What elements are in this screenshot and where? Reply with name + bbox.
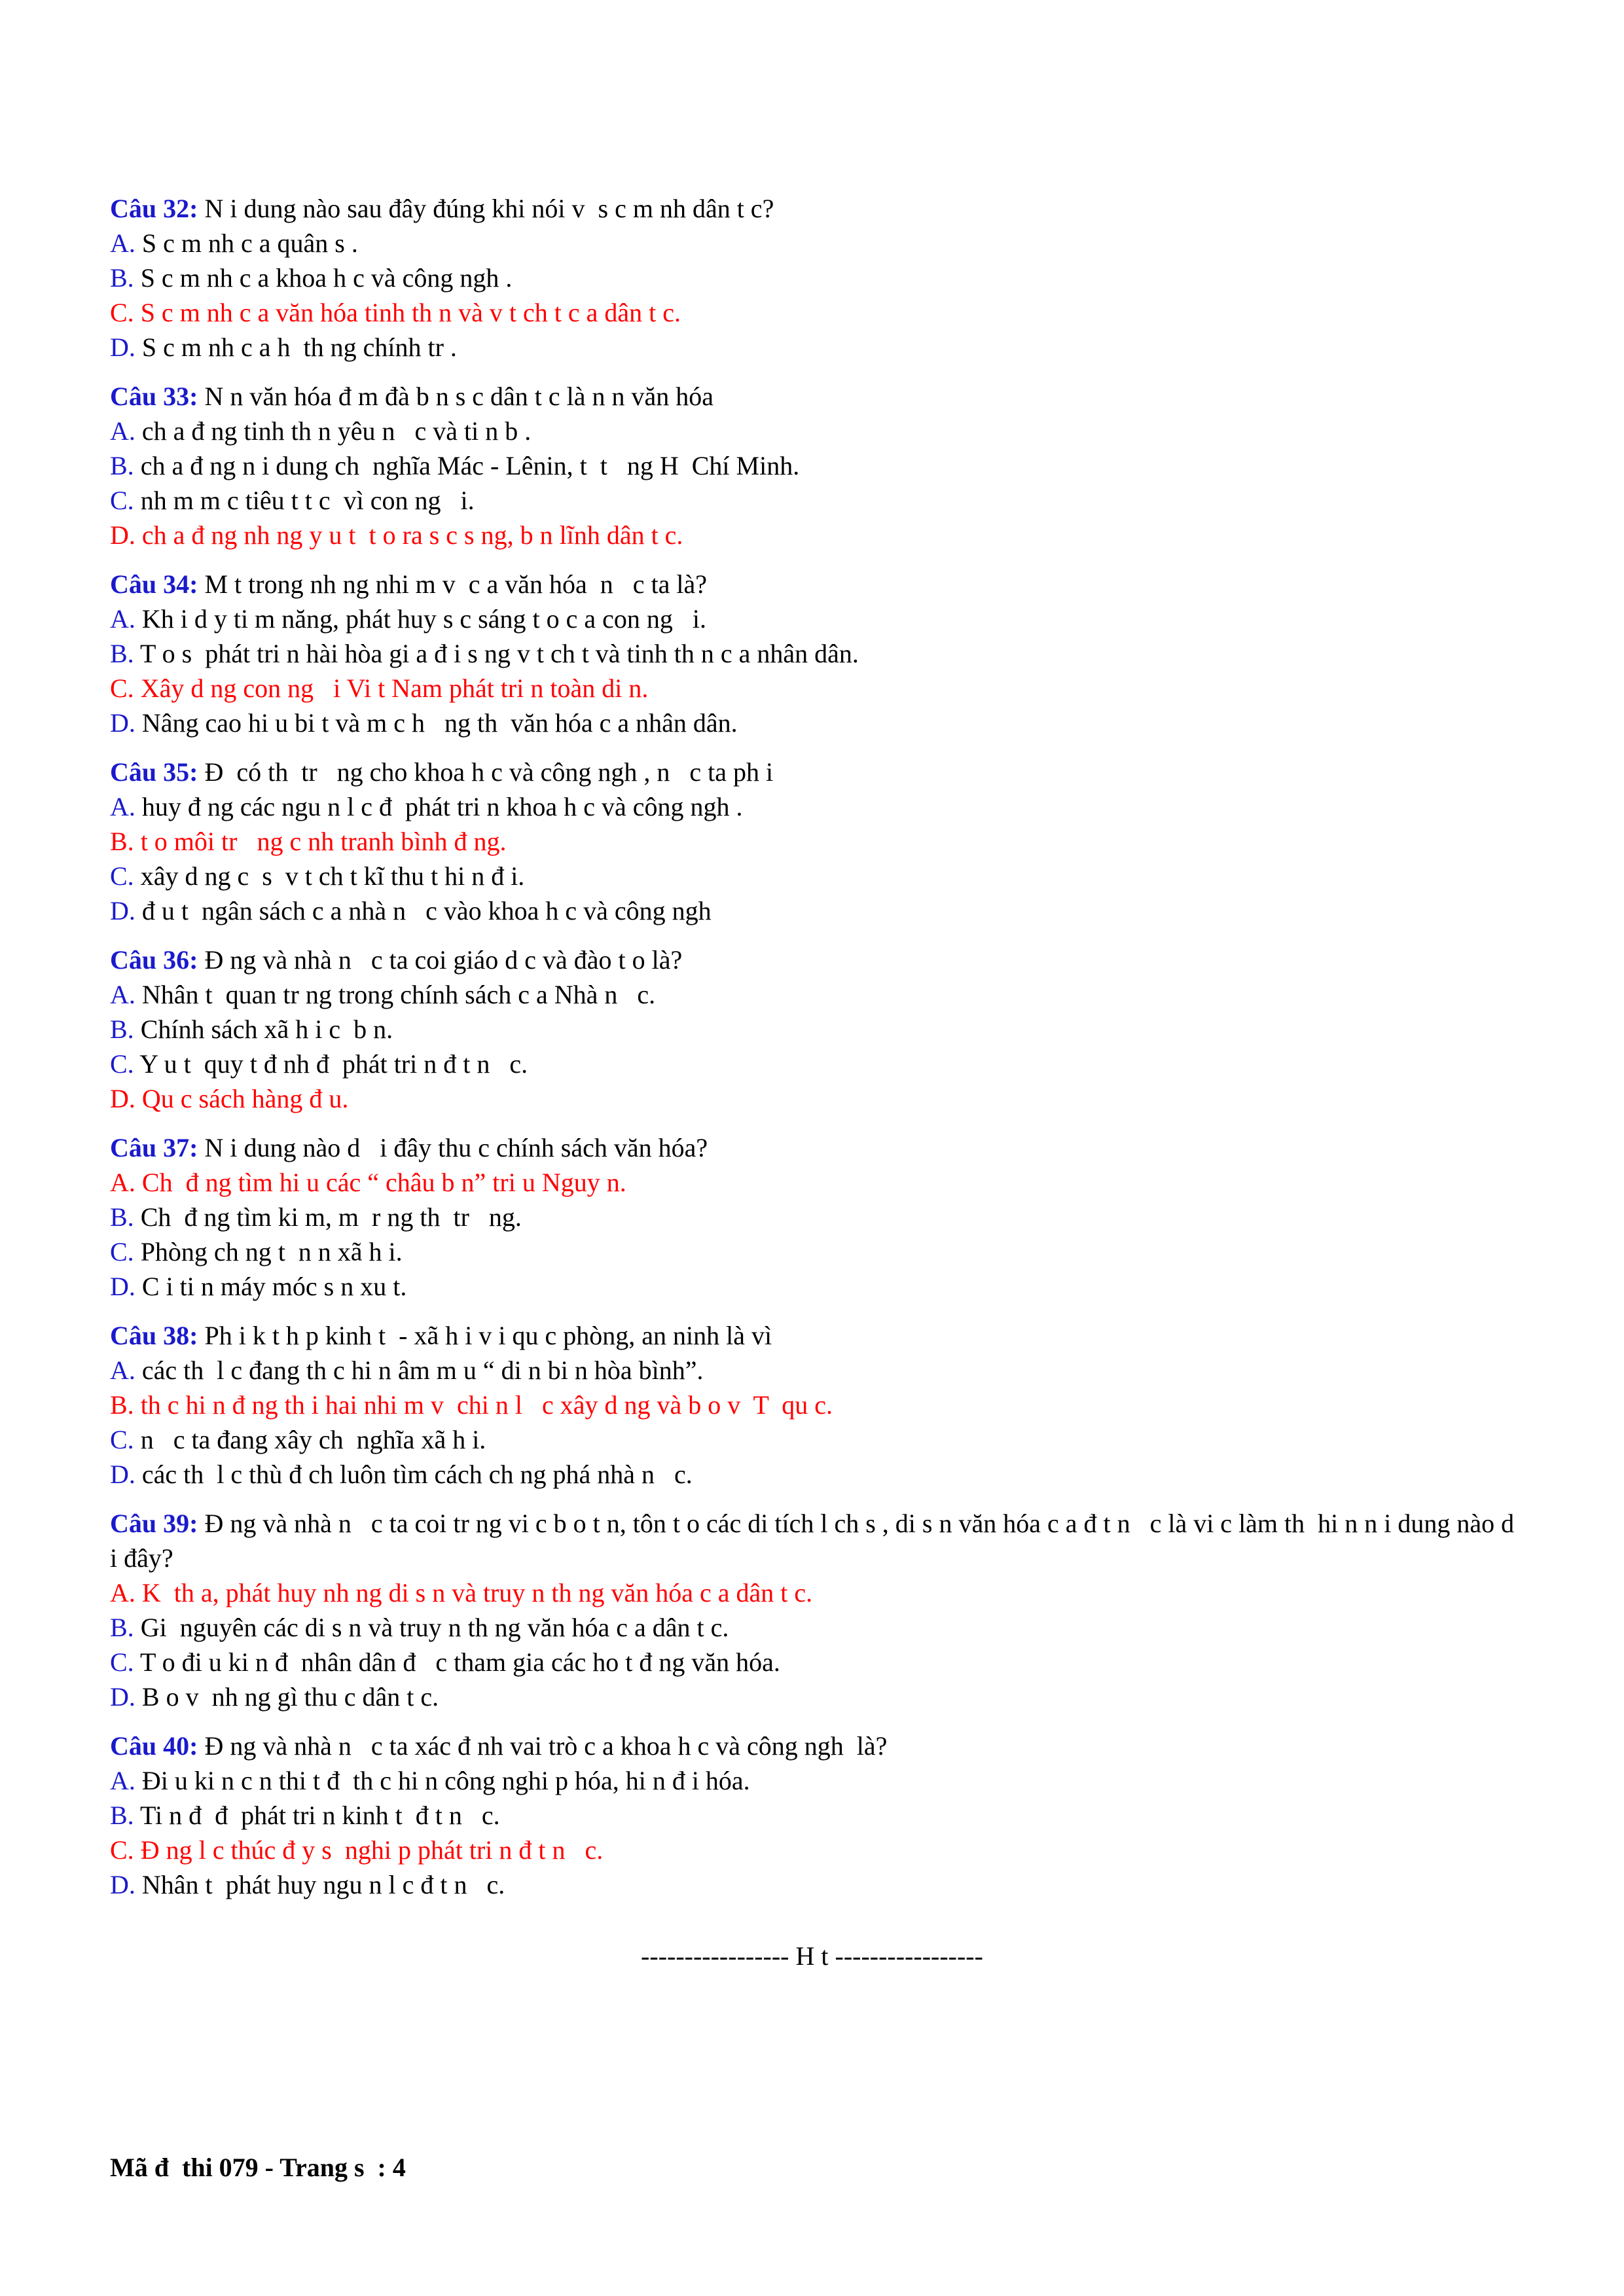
option-text: Y u t quy t đ nh đ phát tri n đ t n c. — [134, 1049, 528, 1079]
question-block — [110, 1130, 1537, 1304]
question-block — [110, 1506, 1537, 1714]
option-text: Nhân t quan tr ng trong chính sách c a Nhà n c. — [135, 980, 656, 1009]
option-letter: B. — [110, 1202, 134, 1232]
option-letter: A. — [110, 1168, 135, 1197]
answer-option — [110, 448, 1537, 483]
answer-option — [110, 330, 1537, 365]
option-text: xây d ng c s v t ch t kĩ thu t hi n đ i. — [134, 861, 525, 891]
option-letter: B. — [110, 451, 134, 480]
option-letter: A. — [110, 228, 135, 258]
option-text: Đi u ki n c n thi t đ th c hi n công nghi p hóa, hi n đ i hóa. — [135, 1766, 750, 1795]
question-text: N i dung nào d i đây thu c chính sách văn hóa? — [198, 1133, 708, 1162]
answer-option — [110, 1645, 1537, 1679]
answer-option-correct — [110, 824, 1537, 859]
option-text: S c m nh c a khoa h c và công ngh . — [134, 263, 513, 293]
question-text: Đ ng và nhà n c ta coi tr ng vi c b o t n, tôn t o các di tích l ch s , di s n văn hóa c a đ t n c là vi c làm th hi n n i dung nào d i đây? — [110, 1509, 1534, 1573]
option-text: ch a đ ng n i dung ch nghĩa Mác - Lênin, t t ng H Chí Minh. — [134, 451, 800, 480]
option-text: T o đi u ki n đ nhân dân đ c tham gia các ho t đ ng văn hóa. — [134, 1647, 780, 1677]
answer-option — [110, 1200, 1537, 1234]
question-stem — [110, 1506, 1537, 1575]
question-text: Ph i k t h p kinh t - xã h i v i qu c phòng, an ninh là vì — [198, 1321, 772, 1350]
option-letter: B. — [110, 827, 134, 856]
option-letter: C. — [110, 861, 134, 891]
question-number: Câu 33: — [110, 382, 198, 411]
option-letter: A. — [110, 416, 135, 446]
option-text: T o s phát tri n hài hòa gi a đ i s ng v t ch t và tinh th n c a nhân dân. — [134, 639, 859, 668]
option-text: Nâng cao hi u bi t và m c h ng th văn hóa c a nhân dân. — [135, 708, 738, 738]
question-number: Câu 34: — [110, 569, 198, 599]
question-number: Câu 35: — [110, 757, 198, 787]
option-letter: B. — [110, 263, 134, 293]
question-number: Câu 32: — [110, 194, 198, 223]
answer-option-correct — [110, 295, 1537, 330]
option-letter: C. — [110, 673, 134, 703]
option-letter: A. — [110, 792, 135, 821]
option-text: các th l c thù đ ch luôn tìm cách ch ng phá nhà n c. — [135, 1460, 693, 1489]
option-letter: A. — [110, 604, 135, 634]
answer-option — [110, 601, 1537, 636]
question-stem — [110, 755, 1537, 789]
question-text: M t trong nh ng nhi m v c a văn hóa n c ta là? — [198, 569, 708, 599]
answer-option — [110, 1867, 1537, 1902]
answer-option — [110, 260, 1537, 295]
option-letter: A. — [110, 1766, 135, 1795]
option-letter: D. — [110, 1272, 135, 1301]
option-letter: C. — [110, 1647, 134, 1677]
option-letter: A. — [110, 1578, 135, 1607]
answer-option — [110, 977, 1537, 1012]
question-text: Đ ng và nhà n c ta coi giáo d c và đào t o là? — [198, 945, 683, 975]
question-number: Câu 37: — [110, 1133, 198, 1162]
answer-option — [110, 1457, 1537, 1492]
answer-option-correct — [110, 1165, 1537, 1200]
option-text: S c m nh c a h th ng chính tr . — [135, 332, 457, 362]
option-letter: D. — [110, 1460, 135, 1489]
answer-option-correct — [110, 1833, 1537, 1867]
question-block — [110, 1729, 1537, 1902]
question-text: N n văn hóa đ m đà b n s c dân t c là n n văn hóa — [198, 382, 714, 411]
option-text: n c ta đang xây ch nghĩa xã h i. — [134, 1425, 486, 1454]
answer-option — [110, 1422, 1537, 1457]
option-letter: C. — [110, 1049, 134, 1079]
option-letter: C. — [110, 298, 134, 327]
option-text: Xây d ng con ng i Vi t Nam phát tri n toàn di n. — [134, 673, 649, 703]
question-block — [110, 755, 1537, 928]
question-block — [110, 1318, 1537, 1492]
answer-option — [110, 1610, 1537, 1645]
option-text: Chính sách xã h i c b n. — [134, 1014, 393, 1044]
option-letter: B. — [110, 1801, 134, 1830]
option-letter: B. — [110, 1390, 134, 1420]
question-number: Câu 38: — [110, 1321, 198, 1350]
option-text: Phòng ch ng t n n xã h i. — [134, 1237, 403, 1266]
end-marker: ----------------- H t ----------------- — [641, 1941, 983, 1971]
option-letter: D. — [110, 1870, 135, 1899]
answer-option — [110, 1012, 1537, 1047]
option-letter: D. — [110, 1682, 135, 1712]
option-text: ch a đ ng tinh th n yêu n c và ti n b . — [135, 416, 532, 446]
question-text: Đ ng và nhà n c ta xác đ nh vai trò c a khoa h c và công ngh là? — [198, 1731, 888, 1761]
answer-option — [110, 1269, 1537, 1304]
option-text: huy đ ng các ngu n l c đ phát tri n khoa h c và công ngh . — [135, 792, 743, 821]
option-text: Đ ng l c thúc đ y s nghi p phát tri n đ t n c. — [134, 1835, 604, 1865]
answer-option-correct — [110, 1575, 1537, 1610]
option-text: nh m m c tiêu t t c vì con ng i. — [134, 486, 475, 515]
question-block — [110, 379, 1537, 552]
question-text: Đ có th tr ng cho khoa h c và công ngh , n c ta ph i — [198, 757, 774, 787]
answer-option-correct — [110, 518, 1537, 552]
question-stem — [110, 942, 1537, 977]
answer-option-correct — [110, 671, 1537, 706]
answer-option — [110, 789, 1537, 824]
answer-option — [110, 706, 1537, 740]
option-text: C i ti n máy móc s n xu t. — [135, 1272, 407, 1301]
option-text: K th a, phát huy nh ng di s n và truy n th ng văn hóa c a dân t c. — [135, 1578, 813, 1607]
option-text: Ti n đ đ phát tri n kinh t đ t n c. — [134, 1801, 500, 1830]
question-block — [110, 567, 1537, 740]
option-letter: C. — [110, 1425, 134, 1454]
option-letter: C. — [110, 1835, 134, 1865]
option-text: các th l c đang th c hi n âm m u “ di n bi n hòa bình”. — [135, 1355, 704, 1385]
option-text: t o môi tr ng c nh tranh bình đ ng. — [134, 827, 507, 856]
answer-option — [110, 1798, 1537, 1833]
option-letter: D. — [110, 520, 135, 550]
answer-option — [110, 1763, 1537, 1798]
question-stem — [110, 1130, 1537, 1165]
option-text: Gi nguyên các di s n và truy n th ng văn hóa c a dân t c. — [134, 1613, 729, 1642]
question-stem — [110, 379, 1537, 414]
option-text: S c m nh c a quân s . — [135, 228, 358, 258]
option-text: đ u t ngân sách c a nhà n c vào khoa h c và công ngh — [135, 896, 712, 925]
question-list — [110, 191, 1537, 1916]
answer-option — [110, 636, 1537, 671]
option-letter: B. — [110, 1613, 134, 1642]
option-text: Ch đ ng tìm hi u các “ châu b n” tri u Nguy n. — [135, 1168, 626, 1197]
option-letter: D. — [110, 1084, 135, 1113]
option-letter: A. — [110, 980, 135, 1009]
question-number: Câu 40: — [110, 1731, 198, 1761]
option-text: th c hi n đ ng th i hai nhi m v chi n l c xây d ng và b o v T qu c. — [134, 1390, 833, 1420]
answer-option — [110, 483, 1537, 518]
option-text: Ch đ ng tìm ki m, m r ng th tr ng. — [134, 1202, 522, 1232]
answer-option — [110, 1234, 1537, 1269]
answer-option — [110, 859, 1537, 893]
question-stem — [110, 1318, 1537, 1353]
question-stem — [110, 567, 1537, 601]
option-text: ch a đ ng nh ng y u t t o ra s c s ng, b n lĩnh dân t c. — [135, 520, 683, 550]
option-text: Nhân t phát huy ngu n l c đ t n c. — [135, 1870, 505, 1899]
option-text: B o v nh ng gì thu c dân t c. — [135, 1682, 439, 1712]
answer-option — [110, 893, 1537, 928]
option-letter: D. — [110, 708, 135, 738]
answer-option — [110, 1679, 1537, 1714]
answer-option — [110, 1047, 1537, 1081]
question-number: Câu 39: — [110, 1509, 198, 1538]
question-text: N i dung nào sau đây đúng khi nói v s c m nh dân t c? — [198, 194, 774, 223]
answer-option-correct — [110, 1081, 1537, 1116]
question-number: Câu 36: — [110, 945, 198, 975]
answer-option — [110, 414, 1537, 448]
option-letter: B. — [110, 1014, 134, 1044]
option-text: Qu c sách hàng đ u. — [135, 1084, 349, 1113]
question-stem — [110, 1729, 1537, 1763]
page-footer: Mã đ thi 079 - Trang s : 4 — [110, 2153, 406, 2182]
option-letter: C. — [110, 486, 134, 515]
option-letter: B. — [110, 639, 134, 668]
question-stem — [110, 191, 1537, 226]
option-text: Kh i d y ti m năng, phát huy s c sáng t o c a con ng i. — [135, 604, 706, 634]
question-block — [110, 191, 1537, 365]
answer-option — [110, 1353, 1537, 1388]
option-text: S c m nh c a văn hóa tinh th n và v t ch t c a dân t c. — [134, 298, 681, 327]
option-letter: D. — [110, 332, 135, 362]
option-letter: D. — [110, 896, 135, 925]
question-block — [110, 942, 1537, 1116]
option-letter: A. — [110, 1355, 135, 1385]
answer-option — [110, 226, 1537, 260]
answer-option-correct — [110, 1388, 1537, 1422]
option-letter: C. — [110, 1237, 134, 1266]
